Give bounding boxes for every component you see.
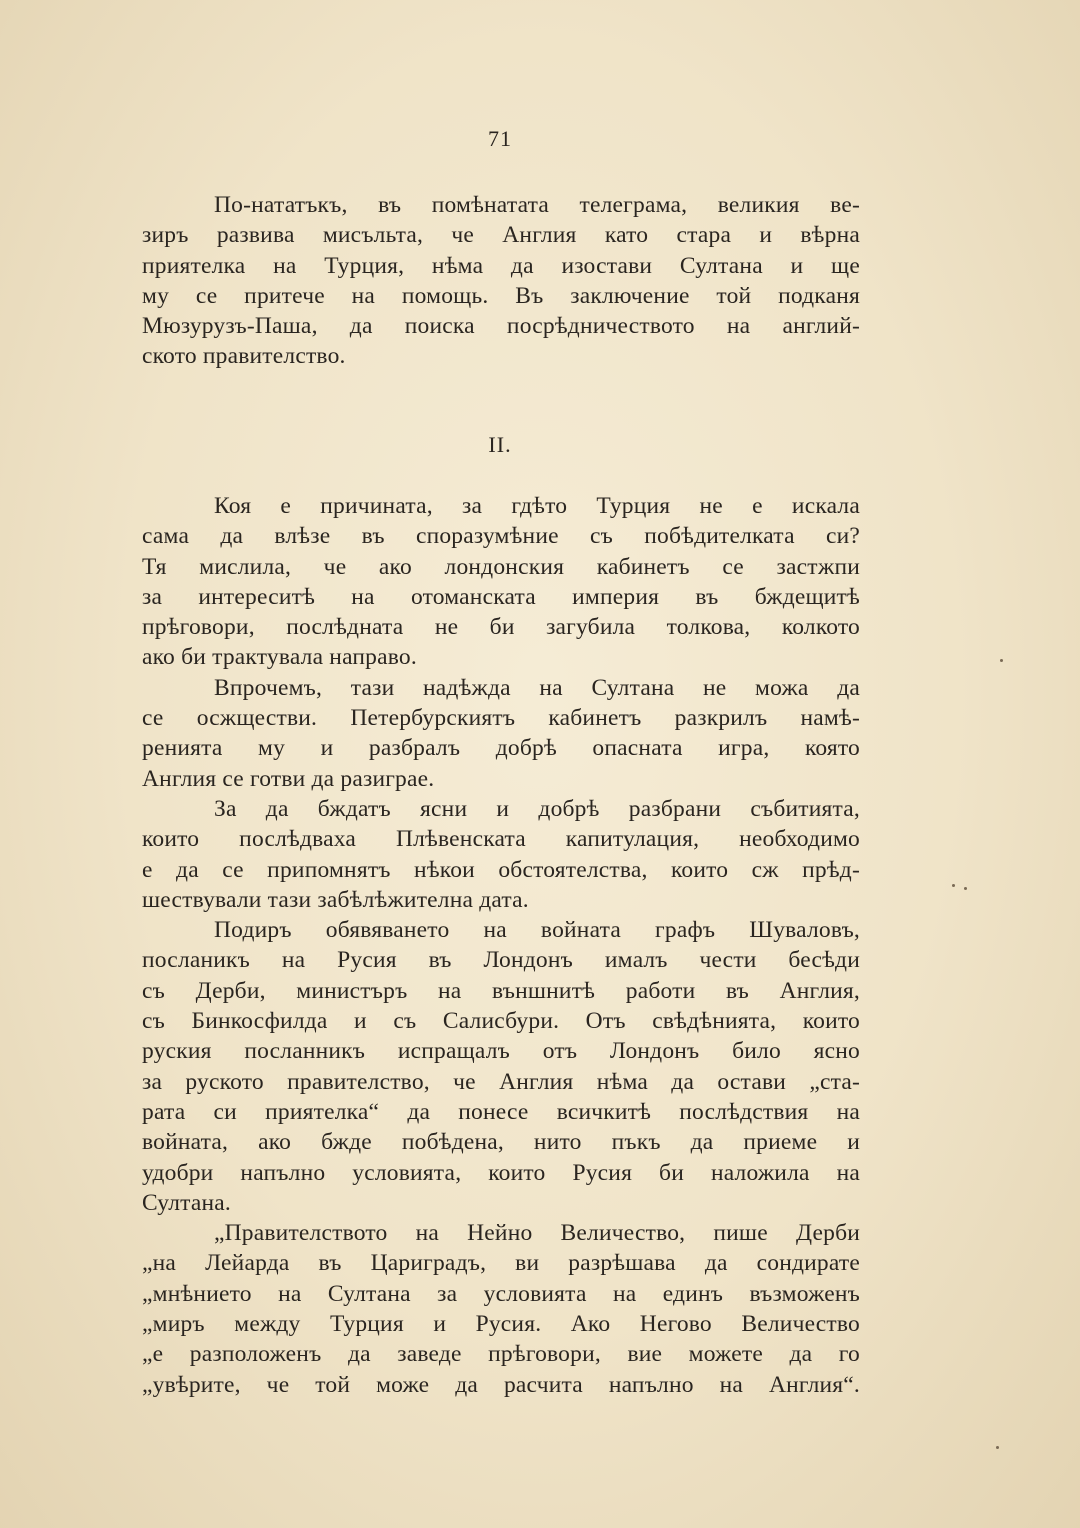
text-line: рата си приятелка“ да понесе всичкитѣ послѣдствия на	[142, 1098, 860, 1125]
text-line: прѣговори, послѣдната не би загубила толкова, колкото	[142, 614, 860, 641]
paragraph-block-1	[142, 190, 860, 372]
paragraph-block-2	[142, 491, 860, 1400]
text-line: войната, ако бжде побѣдена, нито пъкъ да приеме и	[142, 1129, 860, 1156]
text-line: удобри напълно условията, които Русия би наложила на	[142, 1159, 860, 1186]
text-line: „увѣрите, че той може да расчита напълно на Англия“.	[142, 1371, 860, 1398]
text-line: които послѣдваха Плѣвенската капитулация, необходимо	[142, 826, 860, 853]
text-line: Мюзурузъ-Паша, да поиска посрѣдничеството на англий-	[142, 313, 860, 340]
text-line: „Правителството на Нейно Величество, пише Дерби	[214, 1220, 860, 1247]
text-line: съ Бинкосфилда и съ Салисбури. Отъ свѣдѣнията, които	[142, 1008, 860, 1035]
text-line: Англия се готви да разиграе.	[142, 765, 435, 792]
paper-speck	[1000, 659, 1003, 662]
text-line: сама да влѣзе въ споразумѣние съ побѣдителката си?	[142, 523, 860, 550]
text-line: „миръ между Турция и Русия. Ако Негово Величество	[142, 1311, 860, 1338]
text-line: се осжществи. Петербурскиятъ кабинетъ разкрилъ намѣ-	[142, 705, 860, 732]
text-line: ако би трактувала направо.	[142, 644, 417, 671]
section-heading: II.	[488, 432, 512, 457]
text-line: Впрочемъ, тази надѣжда на Султана не можа да	[214, 674, 860, 701]
text-line: за руското правителство, че Англия нѣма да остави „ста-	[142, 1068, 860, 1095]
text-line: „мнѣнието на Султана за условията на единъ възможенъ	[142, 1280, 860, 1307]
text-line: По-нататъкъ, въ помѣнатата телеграма, великия ве-	[214, 192, 860, 218]
text-line: „е разположенъ да заведе прѣговори, вие можете да го	[142, 1341, 860, 1368]
paper-speck	[952, 884, 955, 887]
text-line: За да бждатъ ясни и добрѣ разбрани събитията,	[214, 795, 860, 822]
text-line: Подиръ обявяването на войната графъ Шуваловъ,	[214, 917, 860, 944]
page-number: 71	[488, 126, 512, 151]
text-line: съ Дерби, министъръ на външнитѣ работи въ Англия,	[142, 977, 860, 1004]
text-line: е да се припомнятъ нѣкои обстоятелства, които сж прѣд-	[142, 856, 860, 883]
text-line: руския посланникъ испращалъ отъ Лондонъ било ясно	[142, 1038, 860, 1065]
text-line: Коя е причината, за гдѣто Турция не е искала	[214, 493, 860, 519]
text-line: му се притече на помощь. Въ заключение той подканя	[142, 282, 860, 309]
text-line: ското правителство.	[142, 343, 346, 370]
text-line: приятелка на Турция, нѣма да изостави Султана и ще	[142, 252, 860, 279]
text-line: шествували тази забѣлѣжителна дата.	[142, 886, 529, 913]
text-line: посланикъ на Русия въ Лондонъ имaлъ чести бесѣди	[142, 947, 860, 974]
text-line: зиръ развива мисъльта, че Англия като стара и вѣрна	[142, 222, 860, 249]
paper-speck	[996, 1446, 999, 1449]
text-line: „на Лейарда въ Цариградъ, ви разрѣшава да сондирате	[142, 1250, 860, 1277]
text-line: Султана.	[142, 1189, 232, 1216]
text-line: за интереситѣ на отоманската империя въ бждещитѣ	[142, 583, 860, 610]
paper-speck	[964, 887, 967, 890]
text-line: Тя мислила, че ако лондонския кабинетъ се застжпи	[142, 553, 860, 580]
text-line: ренията му и разбралъ добрѣ опасната игра, която	[142, 735, 860, 762]
